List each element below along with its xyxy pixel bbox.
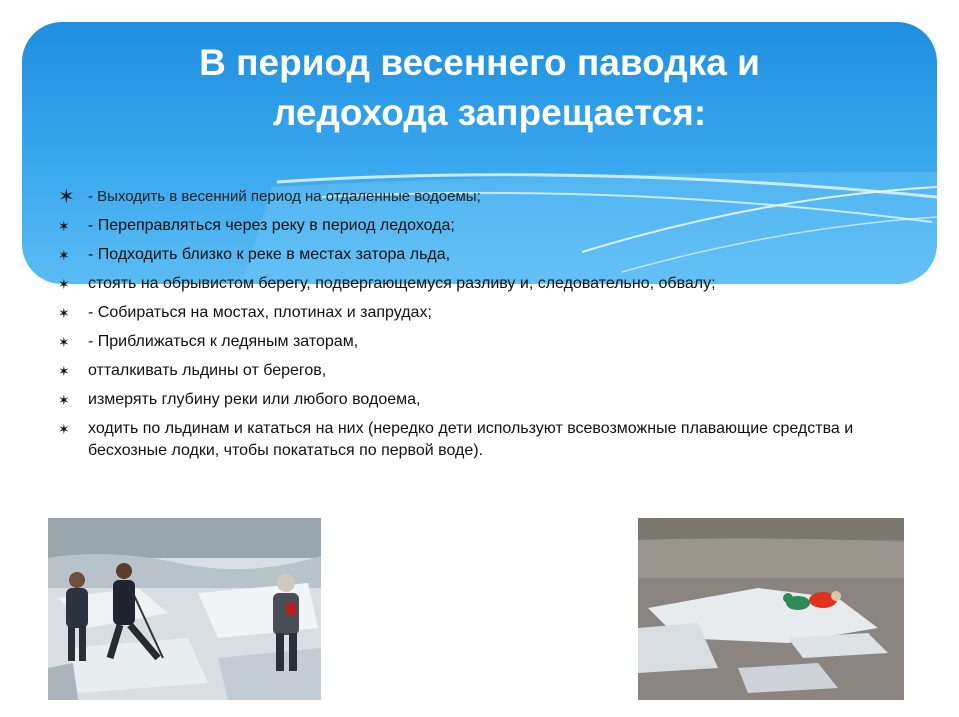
- list-item: ✶ - Приближаться к ледяным заторам,: [58, 331, 858, 353]
- list-item: ✶ - Собираться на мостах, плотинах и запрудах;: [58, 302, 858, 324]
- title-line-2: ледохода запрещается:: [272, 92, 707, 133]
- child-on-ice-floe-photo: [638, 518, 904, 700]
- prohibitions-list: [58, 186, 858, 469]
- star-bullet-icon: ✶: [58, 363, 70, 379]
- list-item: ✶ измерять глубину реки или любого водоема,: [58, 389, 858, 411]
- page-title: [0, 38, 959, 138]
- list-item: ✶ стоять на обрывистом берегу, подвергающемуся разливу и, следовательно, обвалу;: [58, 273, 858, 295]
- star-bullet-icon: ✶: [58, 392, 70, 408]
- title-line-1: В период весеннего паводка и: [199, 42, 760, 83]
- list-item: ✶ ходить по льдинам и кататься на них (нередко дети используют всевозможные плавающие средства и бесхозные лодки, чтобы покататься по первой воде).: [58, 420, 854, 459]
- list-item: ✶ отталкивать льдины от берегов,: [58, 360, 858, 382]
- star-bullet-icon: ✶: [58, 305, 70, 321]
- star-bullet-icon: ✶: [58, 421, 70, 437]
- list-item: ✶ - Подходить близко к реке в местах затора льда,: [58, 244, 858, 266]
- star-bullet-icon: ✶: [58, 247, 70, 263]
- people-on-ice-photo: [48, 518, 321, 700]
- list-item: ✶ - Переправляться через реку в период ледохода;: [58, 215, 858, 237]
- list-item: ✶ - Выходить в весенний период на отдаленные водоемы;: [58, 186, 481, 208]
- star-bullet-icon: ✶: [58, 218, 70, 234]
- star-bullet-icon: ✶: [58, 276, 70, 292]
- star-bullet-icon: ✶: [58, 334, 70, 350]
- star-bullet-icon: ✶: [58, 186, 75, 208]
